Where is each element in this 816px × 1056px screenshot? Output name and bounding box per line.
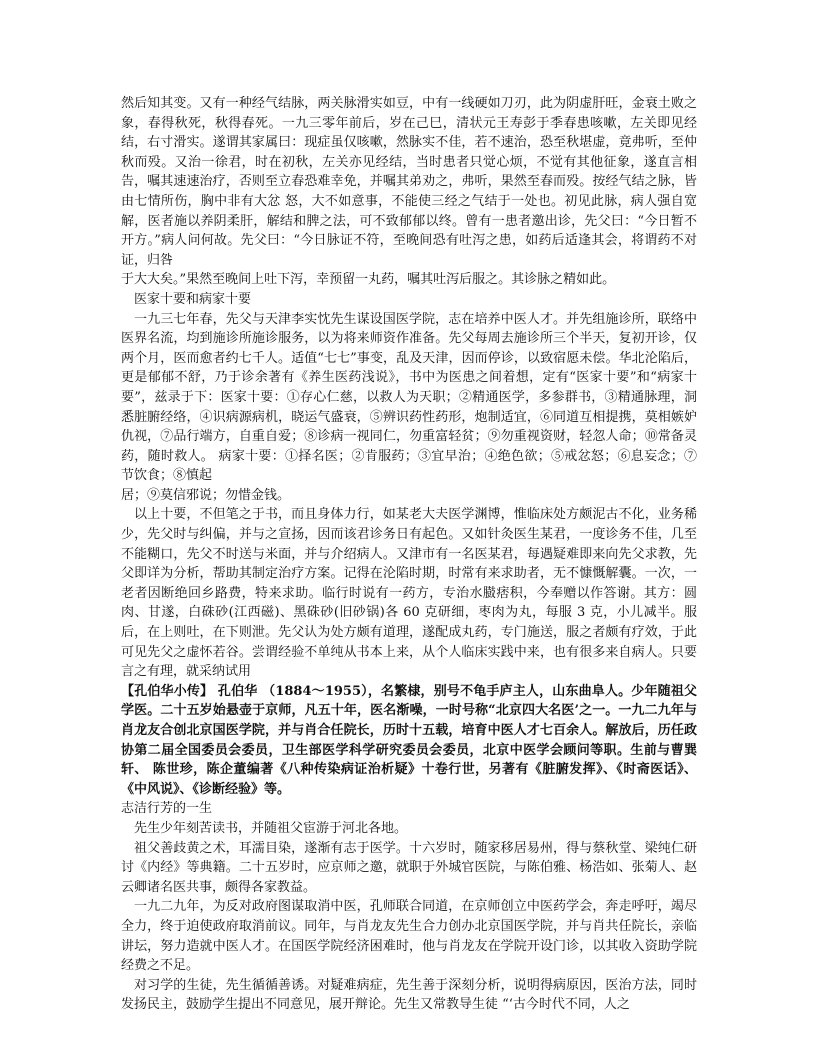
paragraph-pulse-diagnosis-end: 于大大矣。”果然至晚间上吐下泻，幸预留一丸药，嘱其吐泻后服之。其诊脉之精如此。 bbox=[121, 272, 616, 288]
biography-bracket: 【 bbox=[121, 683, 135, 699]
paragraph-1929: 一九二九年，为反对政府图谋取消中医，孔师联合同道，在京师创立中医药学会，奔走呼吁，竭尽全力，终于迫使政府取消前议。同年，与肖龙友先生合力创办北京国医学院，并与肖共任院长，亲临讲坛，努力造就中医人才。在国医学院经济困难时，他与肖龙友在学院开设门诊，以其收入资助学院经费之不足。 bbox=[121, 899, 697, 974]
paragraph-practice: 以上十要，不但笔之于书，而且身体力行，如某老大夫医学渊博，惟临床处方颇泥古不化，业务稀少，先父时与纠偏，并与之宣扬，因而该君诊务日有起色。又如针灸医生某君，一度诊务不佳，几至不能糊口，先父不时送与米面，并与介绍病人。又津市有一名医某君，每遇疑难即来向先父求教，先父即详为分析，帮助其制定治疗方案。记得在沦陷时期，时常有来求助者，无不慷慨解囊。一次，一老者因断绝回乡路费，特来求助。临行时说有一药方，专治水臌痞积，今奉赠以作答谢。其方：圆肉、甘遂，白硃砂(江西磁)、黑硃砂(旧砂锅)各 60 克研细，枣肉为丸，每服 3 克，小儿减半。服后，在上则吐，在下则泄。先父认为处方颇有道理，遂配成丸药，专门施送，服之者颇有疗效，于此可见先父之虚怀若谷。尝谓经验不单纯从书本上来，从个人临床实践中来，也有很多来自病人。只要言之有理，就采纳试用 bbox=[121, 507, 697, 680]
document-page bbox=[121, 94, 697, 1015]
paragraph-grandfather: 祖父善歧黄之术，耳濡目染，遂渐有志于医学。十六岁时，随家移居易州，得与蔡秋堂、梁纯仁研讨《内经》等典籍。二十五岁时，应京师之邀，就职于外城官医院，与陈伯雅、杨浩如、张菊人、赵云卿诸名医共事，颇得各家教益。 bbox=[121, 840, 697, 895]
paragraph-biography bbox=[121, 682, 697, 800]
paragraph-teaching: 对习学的生徒，先生循循善诱。对疑难病症，先生善于深刻分析，说明得病原因，医治方法，同时发扬民主，鼓励学生提出不同意见，展开辩论。先生又常教导生徒 “‘古今时代不同，人之 bbox=[121, 977, 697, 1013]
paragraph-youth: 先生少年刻苦读书，并随祖父宦游于河北各地。 bbox=[134, 820, 408, 836]
paragraph-pulse-diagnosis: 然后知其变。又有一种经气结脉，两关脉滑实如豆，中有一线硬如刀刃，此为阴虚肝旺，金衰土败之象，春得秋死，秋得春死。一九三零年前后，岁在己巳，清状元王寿彭于季春患咳嗽，左关即见经结，右寸滑实。遂谓其家属曰：现症虽仅咳嗽，然脉实不佳，若不速治，恐至秋堪虚，竟弗听，至仲秋而殁。又治一徐君，时在初秋，左关亦见经结，当时患者只觉心烦，不觉有其他征象，遂直言相告，嘱其速速治疗，否则至立春恐难幸免，并嘱其弟劝之，弗听，果然至春而殁。按经气结之脉，皆由七情所伤，胸中非有大忿 怒，大不如意事，不能使三经之气结于一处也。初见此脉，病人强自宽解，医者施以养阴柔肝，解结和脾之法，可不致郁郁以终。曾有一患者邀出诊，先父曰：“今日暂不开方。”病人问何故。先父曰：“今日脉证不符，至晚间恐有吐泻之患，如药后适逢其会，将谓药不对证，归咎 bbox=[121, 96, 697, 268]
paragraph-ten-essentials: 一九三七年春，先父与天津李实忱先生谋设国医学院，志在培养中医人才。并先组施诊所，联络中医界名流，均到施诊所施诊服务，以为将来师资作准备。先父每周去施诊所三个半天，复初开诊，仅两个月，医而愈者约七千人。适值“七七”事变，乱及天津，因而停诊，以致宿愿未偿。华北沦陷后，更是郁郁不舒，乃于诊余著有《养生医药浅说》，书中为医患之间着想，定有“医家十要”和“病家十要”，兹录于下：医家十要：①存心仁慈，以救人为天职；②精通医学，多参群书，③精通脉理，洞悉脏腑经络，④识病源病机，晓运气盛衰，⑤辨识药性药形，炮制适宜，⑥同道互相提携，莫相嫉妒仇视，⑦品行端方，自重自爱；⑧诊病一视同仁，勿重富轻贫；⑨勿重视资财，轻忽人命；⑩常备灵药，随时救人。 病家十要：①择名医；②肯服药；③宜早治；④绝色欲；⑤戒忿怒；⑥息妄念；⑦节饮食；⑧慎起 bbox=[121, 311, 697, 484]
section-heading-ten-essentials: 医家十要和病家十要 bbox=[134, 291, 252, 307]
paragraph-ten-essentials-end: 居；⑨莫信邪说；勿惜金钱。 bbox=[121, 487, 291, 503]
section-heading-life: 志洁行芳的一生 bbox=[121, 801, 213, 817]
biography-body: 孔伯华小传】 孔伯华 （1884～1955），名繁棣，别号不龟手庐主人，山东曲阜人。少年随祖父学医。二十五岁始悬壶于京师，凡五十年，医名渐噪，一时号称“北京四大名医’之一。一九二九年与 肖龙友合创北京国医学院，并与肖合任院长，历时十五载，培育中医人才七百余人。解放后，历任政协第二届全国委员会委员，卫生部医学科学研究委员会委员，北京中医学会顾问等职。生前与曹巽轩、 陈世珍，陈企董编著《八种传染病证治析疑》十卷行世，另著有《脏腑发挥》、《时斋医话》、《中风说》、《诊断经验》等。 bbox=[121, 683, 697, 797]
